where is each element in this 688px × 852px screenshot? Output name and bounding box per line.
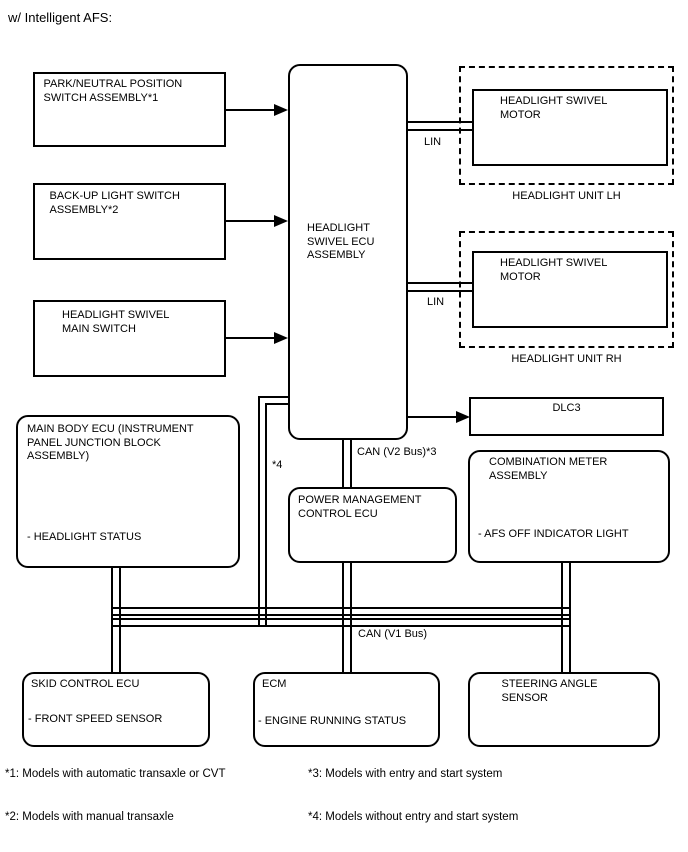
skid-control-ecu-box (22, 672, 210, 747)
arrow-line-backup (226, 220, 276, 222)
main-body-ecu-title: MAIN BODY ECU (INSTRUMENT PANEL JUNCTION BLOCK ASSEMBLY) (27, 423, 194, 462)
arrow-line-dlc3 (408, 416, 458, 418)
ecm-title: ECM (262, 678, 287, 690)
ecm-box (253, 672, 440, 747)
skid-control-ecu-title: SKID CONTROL ECU (31, 678, 140, 690)
arrow-head-backup (274, 215, 288, 227)
footnote-3: *3: Models with entry and start system (308, 768, 503, 780)
lin-label-rh: LIN (427, 296, 445, 308)
steering-angle-sensor-title: STEERING ANGLE SENSOR (501, 678, 598, 704)
combination-meter-signal: - AFS OFF INDICATOR LIGHT (478, 528, 629, 540)
combination-meter-title: COMBINATION METER ASSEMBLY (489, 456, 608, 482)
backup-light-switch-label: BACK-UP LIGHT SWITCH ASSEMBLY*2 (49, 190, 180, 216)
park-neutral-switch-box (33, 72, 226, 147)
arrow-line-main-switch (226, 337, 276, 339)
headlight-swivel-main-switch-box (33, 300, 226, 377)
can-v1-bus-upper (111, 607, 571, 616)
headlight-swivel-motor-lh-label: HEADLIGHT SWIVEL MOTOR (500, 95, 607, 121)
can-star4-line-inner (265, 403, 288, 626)
can-v2-line-upper (342, 440, 352, 487)
arrow-head-main-switch (274, 332, 288, 344)
headlight-swivel-ecu-label: HEADLIGHT SWIVEL ECU ASSEMBLY (307, 222, 375, 261)
lin-label-lh: LIN (424, 136, 442, 148)
combination-meter-box (468, 450, 670, 563)
headlight-swivel-main-switch-label: HEADLIGHT SWIVEL MAIN SWITCH (62, 309, 169, 335)
footnote-2: *2: Models with manual transaxle (5, 811, 174, 823)
arrow-line-park-neutral (226, 109, 276, 111)
skid-control-ecu-signal: - FRONT SPEED SENSOR (28, 713, 163, 725)
can-v1-bus-lower (111, 618, 571, 627)
ecm-signal: - ENGINE RUNNING STATUS (258, 715, 407, 727)
dlc3-box (469, 397, 664, 436)
power-management-ecu-title: POWER MANAGEMENT CONTROL ECU (298, 494, 422, 520)
headlight-swivel-ecu-box (288, 64, 408, 440)
main-body-ecu-signal: - HEADLIGHT STATUS (27, 531, 142, 543)
footnote-1: *1: Models with automatic transaxle or CVT (5, 768, 226, 780)
main-body-ecu-box (16, 415, 240, 568)
headlight-unit-rh-label: HEADLIGHT UNIT RH (511, 353, 622, 365)
headlight-swivel-motor-rh-box (472, 251, 668, 328)
arrow-head-park-neutral (274, 104, 288, 116)
power-management-ecu-box (288, 487, 457, 563)
arrow-head-dlc3 (456, 411, 470, 423)
can-star4-label: *4 (272, 459, 283, 471)
backup-light-switch-box (33, 183, 226, 260)
steering-angle-sensor-box (468, 672, 660, 747)
dlc3-label: DLC3 (552, 402, 581, 414)
footnote-4: *4: Models without entry and start system (308, 811, 519, 823)
headlight-swivel-motor-lh-box (472, 89, 668, 166)
headlight-unit-lh-label: HEADLIGHT UNIT LH (512, 190, 621, 202)
park-neutral-switch-label: PARK/NEUTRAL POSITION SWITCH ASSEMBLY*1 (43, 78, 183, 104)
can-v1-label: CAN (V1 Bus) (358, 628, 428, 640)
headlight-swivel-motor-rh-label: HEADLIGHT SWIVEL MOTOR (500, 257, 607, 283)
page-title: w/ Intelligent AFS: (8, 10, 113, 25)
can-v2-label: CAN (V2 Bus)*3 (357, 446, 437, 458)
